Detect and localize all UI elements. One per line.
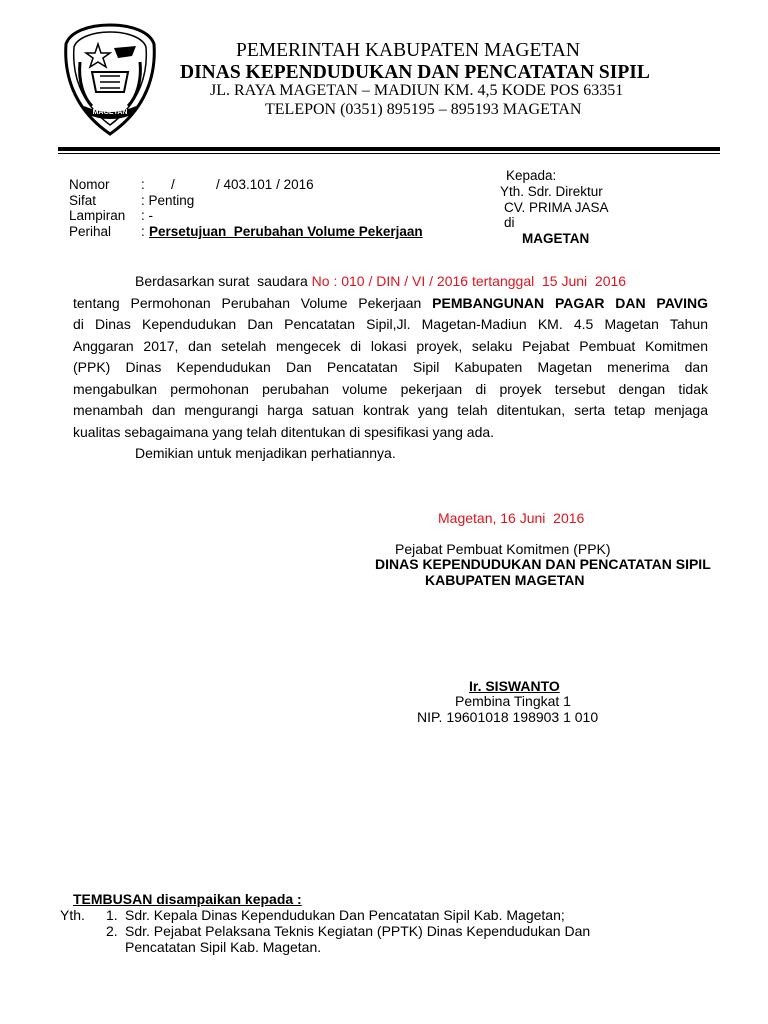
body-line-4: Anggaran 2017, dan setelah mengecek di lokasi proyek, selaku Pejabat Pembuat Komitmen xyxy=(73,337,708,354)
closing-line: Demikian untuk menjadikan perhatiannya. xyxy=(135,445,396,461)
letterhead-address: JL. RAYA MAGETAN – MADIUN KM. 4,5 KODE POS 63351 xyxy=(210,82,624,99)
cc-item-2-number: 2. xyxy=(106,923,118,939)
body-line-2: tentang Permohonan Perubahan Volume Pekerjaan PEMBANGUNAN PAGAR DAN PAVING xyxy=(73,294,708,311)
body-line-7: menambah dan mengurangi harga satuan kontrak yang telah ditentukan, serta tetap menjaga xyxy=(73,402,708,418)
project-name: PEMBANGUNAN PAGAR DAN PAVING xyxy=(432,294,708,311)
body-intro: Berdasarkan surat saudara xyxy=(135,273,308,289)
recipient-company: CV. PRIMA JASA xyxy=(504,200,609,215)
letterhead-phone: TELEPON (0351) 895195 – 895193 MAGETAN xyxy=(265,101,582,118)
body-line-8: kualitas sebagaimana yang telah ditentukan di spesifikasi yang ada. xyxy=(73,423,495,440)
cc-item-2-line-1: Sdr. Pejabat Pelaksana Teknis Kegiatan (PPTK) Dinas Kependudukan Dan xyxy=(125,923,591,939)
cc-yth: Yth. xyxy=(60,907,85,923)
perihal-label: Perihal xyxy=(69,224,112,239)
body-paragraph xyxy=(73,271,708,465)
lampiran-label: Lampiran xyxy=(69,208,126,223)
signature-place-date: Magetan, 16 Juni 2016 xyxy=(438,510,585,526)
perihal-colon: : xyxy=(141,224,145,239)
svg-text:MAGETAN: MAGETAN xyxy=(92,109,128,116)
cc-item-1-number: 1. xyxy=(106,907,118,923)
recipient-kepada: Kepada: xyxy=(506,168,557,183)
magetan-coat-of-arms-logo xyxy=(62,22,158,138)
cc-heading: TEMBUSAN disampaikan kepada : xyxy=(73,891,302,907)
signatory-rank: Pembina Tingkat 1 xyxy=(455,693,571,709)
lampiran-value: : - xyxy=(141,208,153,223)
letterhead-divider-thin xyxy=(58,153,720,154)
signature-office: DINAS KEPENDUDUKAN DAN PENCATATAN SIPIL xyxy=(375,556,711,572)
recipient-di: di xyxy=(504,215,515,230)
sifat-value: : Penting xyxy=(141,193,195,208)
body-line-6: mengabulkan permohonan perubahan volume pekerjaan di proyek tersebut dengan tidak xyxy=(73,380,708,397)
body-line-1 xyxy=(73,271,708,293)
nomor-label: Nomor xyxy=(69,177,110,192)
cc-item-1: Sdr. Kepala Dinas Kependudukan Dan Pencatatan Sipil Kab. Magetan; xyxy=(125,907,565,923)
letterhead-divider xyxy=(58,147,720,151)
perihal-value: Persetujuan Perubahan Volume Pekerjaan xyxy=(149,224,423,239)
signature-regency: KABUPATEN MAGETAN xyxy=(425,572,585,588)
signature-title: Pejabat Pembuat Komitmen (PPK) xyxy=(395,541,611,557)
recipient-yth: Yth. Sdr. Direktur xyxy=(500,184,603,199)
cc-item-2-line-2: Pencatatan Sipil Kab. Magetan. xyxy=(125,939,322,955)
recipient-city: MAGETAN xyxy=(522,231,590,246)
letter-reference: No : 010 / DIN / VI / 2016 tertanggal 15 Juni 2016 xyxy=(311,273,627,289)
letterhead-agency: DINAS KEPENDUDUKAN DAN PENCATATAN SIPIL xyxy=(180,62,650,83)
signatory-name: Ir. SISWANTO xyxy=(469,678,560,694)
letterhead-government: PEMERINTAH KABUPATEN MAGETAN xyxy=(236,40,580,61)
body-line-3: di Dinas Kependudukan Dan Pencatatan Sipil,Jl. Magetan-Madiun KM. 4.5 Magetan Tahun xyxy=(73,316,708,332)
sifat-label: Sifat xyxy=(69,193,97,208)
signatory-nip: NIP. 19601018 198903 1 010 xyxy=(417,709,599,725)
body-line-5: (PPK) Dinas Kependudukan Dan Pencatatan Sipil Kabupaten Magetan menerima dan xyxy=(73,359,708,375)
nomor-value: : / / 403.101 / 2016 xyxy=(141,177,314,192)
